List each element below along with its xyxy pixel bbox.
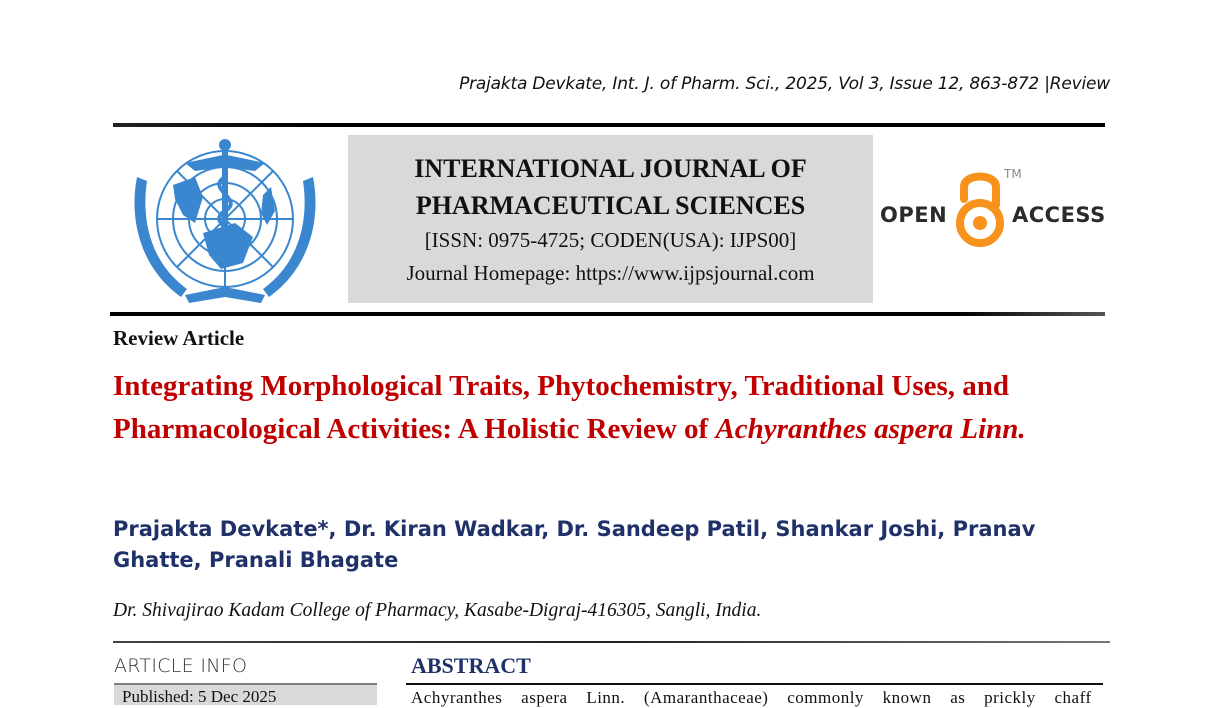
header-top-rule — [113, 123, 1105, 127]
article-title-text: Integrating Morphological Traits, Phytochemistry, Traditional Uses, and Pharmacological Activities: A Holistic Review of — [113, 370, 1010, 445]
abstract-text: Achyranthes aspera Linn. (Amaranthaceae) commonly known as prickly chaff — [411, 688, 1092, 707]
trademark-mark: TM — [1004, 167, 1022, 181]
article-type-label: Review Article — [113, 326, 245, 350]
published-date: Published: 5 Dec 2025 — [122, 687, 277, 705]
header-bottom-rule — [110, 312, 1105, 316]
running-header-citation: Prajakta Devkate, Int. J. of Pharm. Sci., 2025, Vol 3, Issue 12, 863-872 |Review — [459, 74, 1110, 94]
journal-title-line-2: PHARMACEUTICAL SCIENCES — [415, 191, 806, 220]
affiliation-divider — [113, 641, 1110, 643]
journal-homepage-link[interactable]: Journal Homepage: https://www.ijpsjournal.com — [406, 261, 815, 285]
open-access-right-word: ACCESS — [1012, 203, 1106, 227]
author-list: Prajakta Devkate*, Dr. Kiran Wadkar, Dr. Sandeep Patil, Shankar Joshi, Pranav Ghatte, Pranali Bhagate — [113, 517, 1036, 572]
issn-coden-line: [ISSN: 0975-4725; CODEN(USA): IJPS00] — [424, 228, 797, 252]
globe-caduceus-laurel-emblem-icon — [125, 137, 325, 307]
abstract-heading: ABSTRACT — [411, 653, 531, 678]
abstract-divider — [406, 683, 1103, 685]
article-info-box — [114, 683, 377, 705]
article-title-species-name: Achyranthes aspera Linn. — [715, 413, 1026, 445]
article-title — [113, 365, 1123, 451]
open-access-left-word: OPEN — [880, 203, 948, 227]
journal-title-line-1: INTERNATIONAL JOURNAL OF — [414, 154, 807, 183]
author-affiliation: Dr. Shivajirao Kadam College of Pharmacy, Kasabe-Digraj-416305, Sangli, India. — [113, 600, 762, 621]
open-access-logo — [880, 163, 1110, 253]
journal-logo-emblem — [125, 137, 325, 307]
open-access-lock-icon — [954, 165, 1006, 251]
journal-masthead-box — [348, 135, 873, 303]
journal-title — [348, 150, 873, 224]
article-info-heading: ARTICLE INFO — [114, 655, 248, 677]
